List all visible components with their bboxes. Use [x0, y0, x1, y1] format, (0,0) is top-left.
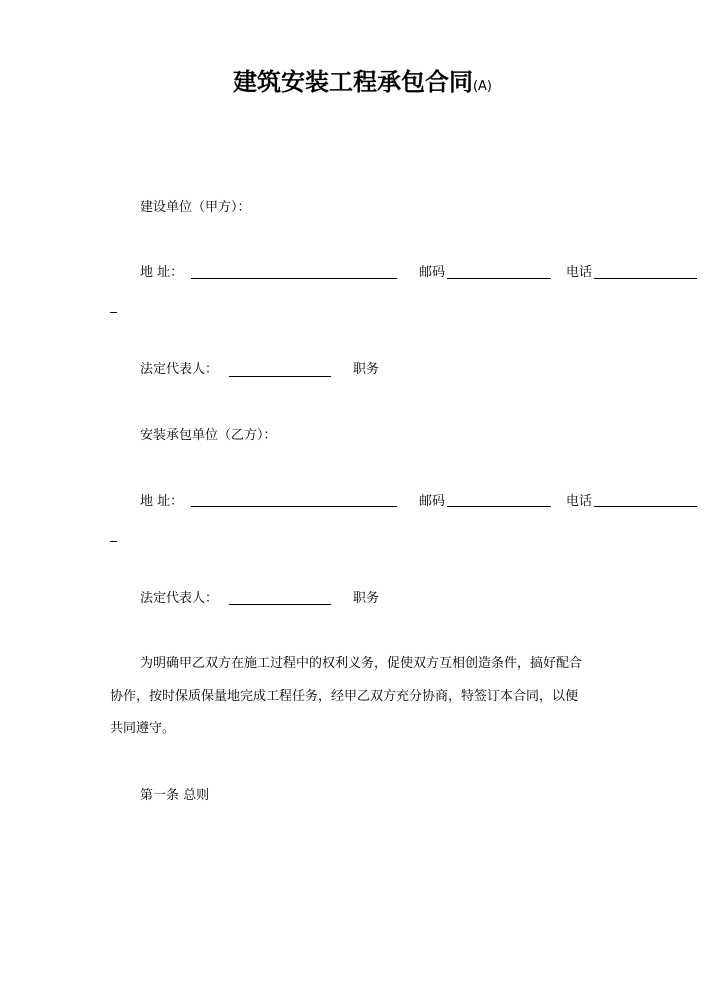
party-a-address-blank[interactable]: [191, 278, 397, 279]
party-a-legal-rep-blank[interactable]: [229, 376, 331, 377]
preamble-line-1: 为明确甲乙双方在施工过程中的权利义务，促使双方互相创造条件，搞好配合: [140, 656, 583, 671]
party-b-postcode-label: 邮码: [419, 494, 446, 509]
party-b-address-blank[interactable]: [191, 506, 397, 507]
party-b-wrap-dash: [110, 541, 117, 542]
party-b-postcode-blank[interactable]: [447, 506, 551, 507]
party-b-phone-label: 电话: [566, 494, 593, 509]
party-a-address-label: 地 址：: [140, 265, 184, 280]
document-title-main: 建筑安装工程承包合同: [232, 68, 473, 96]
article-1-heading: 第一条 总则: [140, 788, 210, 803]
party-a-phone-blank[interactable]: [594, 278, 697, 279]
party-a-position-label: 职务: [353, 362, 380, 377]
party-b-phone-blank[interactable]: [594, 506, 697, 507]
party-b-address-label: 地 址：: [140, 494, 184, 509]
party-a-postcode-label: 邮码: [419, 265, 446, 280]
preamble-line-2: 协作，按时保质保量地完成工程任务，经甲乙双方充分协商，特签订本合同，以便: [110, 689, 579, 704]
document-title: [0, 62, 725, 97]
party-b-heading: 安装承包单位（乙方）：: [140, 428, 277, 443]
party-a-legal-rep-label: 法定代表人：: [140, 362, 219, 377]
document-title-suffix: (A): [472, 79, 493, 94]
party-a-phone-label: 电话: [566, 265, 593, 280]
party-a-wrap-dash: [110, 312, 117, 313]
party-b-legal-rep-blank[interactable]: [229, 604, 331, 605]
preamble-line-3: 共同遵守。: [110, 721, 176, 736]
party-b-legal-rep-label: 法定代表人：: [140, 591, 219, 606]
party-a-heading: 建设单位（甲方）：: [140, 200, 251, 215]
party-b-position-label: 职务: [353, 591, 380, 606]
party-a-postcode-blank[interactable]: [447, 278, 551, 279]
